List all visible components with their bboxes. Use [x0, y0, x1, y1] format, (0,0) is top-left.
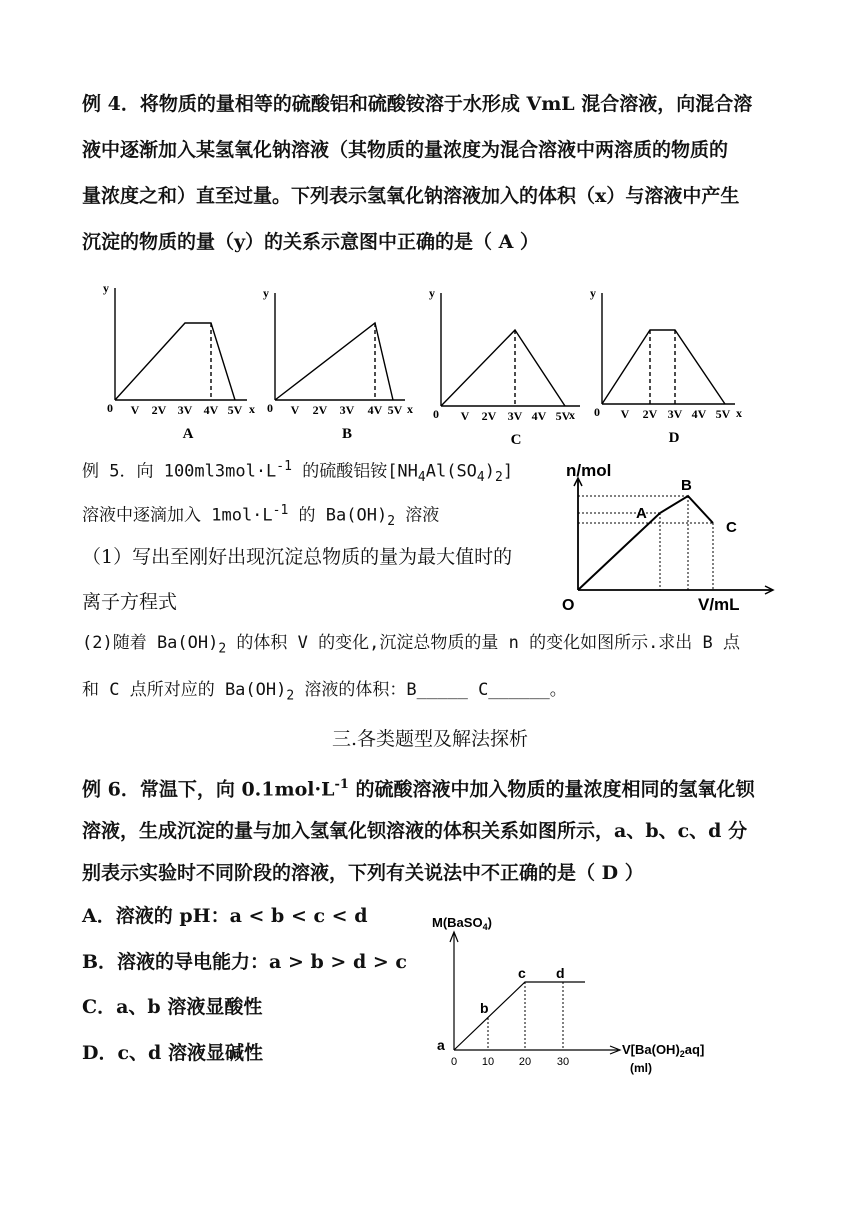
graph-d-y-label: y [590, 286, 596, 300]
ex6-tick: 0 [450, 1056, 458, 1068]
ex5-line-5: (2)随着 $Ba(OH)_2$ 的体积 V 的变化,沉淀总物质的量 n 的变化如图所示.求出 B 点 [82, 633, 741, 657]
ex6-x-unit: (ml) [630, 1061, 652, 1075]
graph-a-tick: 4V [203, 403, 219, 417]
graph-d-x-label: x [736, 406, 742, 420]
ex5-line-4: 离子方程式 [82, 591, 178, 613]
ex6-line-3: 别表示实验时不同阶段的溶液，下列有关说法中不正确的是（ D ） [82, 862, 644, 884]
graph-d-tick: V [620, 407, 630, 421]
graph-c-caption: C [510, 432, 522, 448]
ex5-point-b: B [681, 477, 692, 494]
ex5-line-2: 溶液中逐滴加入 $1mol\cdot L^{-1}$ 的 $Ba(OH)_2$ 溶液 [82, 503, 440, 530]
ex6-tick: 10 [481, 1056, 495, 1068]
ex5-point-c: C [726, 519, 737, 536]
graph-d-origin: 0 [594, 405, 600, 419]
ex6-option-a: A．溶液的 pH：a < b < c < d [82, 905, 368, 927]
graph-b-tick: 5V [387, 403, 403, 417]
graph-d-tick: 5V [715, 407, 731, 421]
ex6-x-label: $V[Ba(OH)_2aq]$ [622, 1042, 705, 1059]
graph-b-y-label: y [263, 286, 269, 300]
ex5-x-label: V/mL [698, 595, 740, 614]
ex6-line-2: 溶液，生成沉淀的量与加入氢氧化钡溶液的体积关系如图所示，a、b、c、d 分 [82, 820, 748, 842]
graph-c-tick: 4V [531, 409, 547, 423]
graph-c-x-label: x [569, 408, 575, 422]
graph-d-caption: D [668, 430, 680, 446]
graph-b-tick: 4V [367, 403, 383, 417]
graph-a-tick: 3V [177, 403, 193, 417]
ex6-tick: 20 [518, 1056, 532, 1068]
graph-a-tick: V [130, 403, 140, 417]
ex6-option-b: B．溶液的导电能力：a > b > d > c [82, 951, 407, 973]
graph-c-tick: 5V [555, 409, 571, 423]
graph-b-tick: 3V [339, 403, 355, 417]
ex6-option-c: C．a、b 溶液显酸性 [82, 996, 263, 1018]
ex6-point-d: d [556, 965, 565, 981]
ex6-tick: 30 [556, 1056, 570, 1068]
graph-c-tick: 2V [481, 409, 497, 423]
ex6-graph [430, 908, 750, 1076]
ex5-point-a: A [636, 505, 647, 522]
ex6-point-b: b [480, 1000, 489, 1016]
ex4-line-1: 例 4．将物质的量相等的硫酸铝和硫酸铵溶于水形成 VmL 混合溶液，向混合溶 [82, 93, 753, 115]
graph-b-tick: V [290, 403, 300, 417]
graph-b-caption: B [341, 426, 353, 442]
graph-c-tick: 3V [507, 409, 523, 423]
graph-a-x-label: x [249, 402, 255, 416]
ex5-y-label: n/mol [566, 461, 612, 480]
ex6-line-1: 例 6．常温下，向 $0.1mol\cdot L^{-1}$ 的硫酸溶液中加入物质的量浓度相同的氢氧化钡 [82, 777, 755, 801]
section-title: 三.各类题型及解法探析 [331, 728, 529, 750]
graph-a-caption: A [182, 426, 194, 442]
graph-c-origin: 0 [433, 407, 439, 421]
ex5-origin: O [562, 597, 575, 614]
graph-b-x-label: x [407, 402, 413, 416]
ex6-point-a: a [437, 1037, 445, 1053]
graph-a-y-label: y [103, 281, 109, 295]
ex6-point-c: c [518, 965, 526, 981]
ex6-y-label: M(BaSO$_4$) [432, 915, 492, 932]
graph-d-tick: 3V [667, 407, 683, 421]
ex5-line-3: （1）写出至刚好出现沉淀总物质的量为最大值时的 [82, 546, 513, 568]
graph-d-tick: 4V [691, 407, 707, 421]
graph-c-tick: V [460, 409, 470, 423]
ex5-graph [560, 458, 785, 618]
ex5-line-6: 和 C 点所对应的 $Ba(OH)_2$ 溶液的体积：B_____ C______。 [82, 680, 567, 704]
ex5-line-1: 例 5．向 $100ml3mol\cdot L^{-1}$ 的硫酸铝铵$[NH_4Al(SO_4)_2]$ [82, 459, 514, 486]
ex4-line-2: 液中逐渐加入某氢氧化钠溶液（其物质的量浓度为混合溶液中两溶质的物质的 [82, 139, 729, 161]
graph-c-y-label: y [429, 286, 435, 300]
graph-a-tick: 5V [227, 403, 243, 417]
ex4-line-4: 沉淀的物质的量（y）的关系示意图中正确的是（ A ） [82, 231, 540, 253]
ex6-option-d: D．c、d 溶液显碱性 [82, 1042, 263, 1064]
graph-b-origin: 0 [267, 401, 273, 415]
ex4-line-3: 量浓度之和）直至过量。下列表示氢氧化钠溶液加入的体积（x）与溶液中产生 [82, 185, 740, 207]
graph-b-tick: 2V [312, 403, 328, 417]
graph-d-tick: 2V [642, 407, 658, 421]
graph-a-origin: 0 [107, 401, 113, 415]
ex4-graphs [95, 278, 755, 448]
graph-a-tick: 2V [151, 403, 167, 417]
